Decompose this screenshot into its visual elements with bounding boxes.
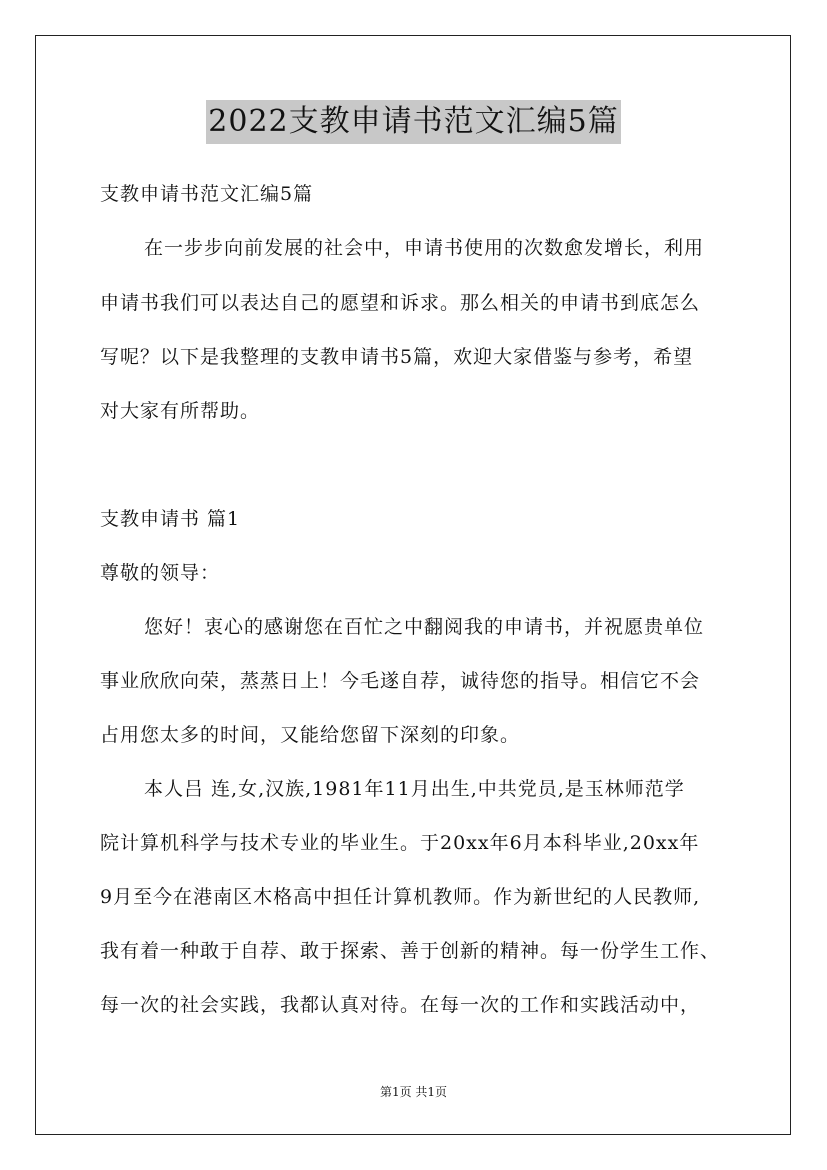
- page-footer: 第1页 共1页: [379, 1085, 448, 1099]
- salutation: 尊敬的领导：: [100, 562, 221, 584]
- paragraph-line: 我有着一种敢于自荐、敢于探索、善于创新的精神。每一份学生工作、: [100, 940, 721, 962]
- paragraph-line: 9月至今在港南区木格高中担任计算机教师。作为新世纪的人民教师,: [100, 886, 701, 908]
- intro-line: 在一步步向前发展的社会中，申请书使用的次数愈发增长，利用: [144, 237, 705, 259]
- intro-line: 申请书我们可以表达自己的愿望和诉求。那么相关的申请书到底怎么: [100, 292, 701, 314]
- paragraph-line: 每一次的社会实践，我都认真对待。在每一次的工作和实践活动中，: [100, 994, 701, 1016]
- paragraph-line: 院计算机科学与技术专业的毕业生。于20xx年6月本科毕业,20xx年: [100, 832, 700, 854]
- title-container: [0, 100, 827, 144]
- paragraph-line: 本人吕 连,女,汉族,1981年11月出生,中共党员,是玉林师范学: [144, 778, 685, 800]
- intro-line: 写呢？以下是我整理的支教申请书5篇，欢迎大家借鉴与参考，希望: [100, 346, 694, 368]
- intro-line: 对大家有所帮助。: [100, 400, 261, 422]
- document-title: 2022支教申请书范文汇编5篇: [206, 100, 620, 144]
- section-heading: 支教申请书 篇1: [100, 508, 241, 530]
- paragraph-line: 占用您太多的时间，又能给您留下深刻的印象。: [100, 724, 521, 746]
- document-subtitle: 支教申请书范文汇编5篇: [100, 183, 314, 205]
- paragraph-line: 事业欣欣向荣，蒸蒸日上！今毛遂自荐，诚待您的指导。相信它不会: [100, 670, 701, 692]
- paragraph-line: 您好！衷心的感谢您在百忙之中翻阅我的申请书，并祝愿贵单位: [144, 616, 705, 638]
